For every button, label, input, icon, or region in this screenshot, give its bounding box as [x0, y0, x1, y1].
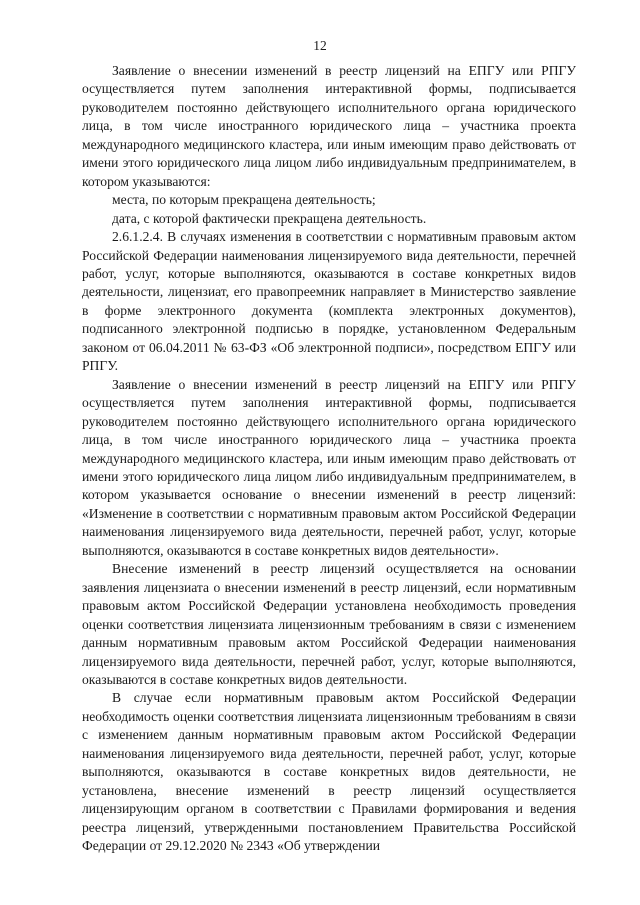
page-number: 12 [313, 38, 327, 53]
paragraph-list-places: места, по которым прекращена деятельность; [112, 192, 376, 208]
paragraph-list-date: дата, с которой фактически прекращена деятельность. [112, 210, 427, 226]
paragraph-section-2-6-1-2-4: 2.6.1.2.4. В случаях изменения в соответствии с нормативным правовым актом Российской Федерации наименования лицензируемого вида деятельности, перечней работ, услуг, которые выполняются, оказываются в составе конкретных видов деятельности, лицензиат, его правопреемник направляет в Министерство заявление в форме электронного документа (комплекта электронных документов), подписанного электронной подписью в порядке, установленном Федеральным законом от 06.04.2011 № 63-ФЗ «Об электронной подписи», посредством ЕПГУ или РПГУ. [82, 229, 576, 374]
document-body [82, 62, 576, 855]
paragraph-application-intro: Заявление о внесении изменений в реестр лицензий на ЕПГУ или РПГУ осуществляется путем заполнения интерактивной формы, подписывается руководителем постоянно действующего исполнительного органа юридического лица, в том числе иностранного юридического лица – участника проекта международного медицинского кластера, или иным имеющим право действовать от имени этого юридического лица лицом либо индивидуальным предпринимателем, в котором указываются: [82, 63, 576, 189]
paragraph-application-change-basis: Заявление о внесении изменений в реестр лицензий на ЕПГУ или РПГУ осуществляется путем заполнения интерактивной формы, подписывается руководителем постоянно действующего исполнительного органа юридического лица, в том числе иностранного юридического лица – участника проекта международного медицинского кластера, или иным имеющим право действовать от имени этого юридического лица лицом либо индивидуальным предпринимателем, в котором указывается основание о внесении изменений в реестр лицензий: «Изменение в соответствии с нормативным правовым актом Российской Федерации наименования лицензируемого вида деятельности, перечней работ, услуг, которые выполняются, оказываются в составе конкретных видов деятельности». [82, 376, 576, 558]
paragraph-registry-changes-basis: Внесение изменений в реестр лицензий осуществляется на основании заявления лицензиата о внесении изменений в реестр лицензий, если нормативным правовым актом Российской Федерации установлена необходимость проведения оценки соответствия лицензиата лицензионным требованиям в связи с изменением данным нормативным правовым актом Российской Федерации наименования лицензируемого вида деятельности, перечней работ, услуг, которые выполняются, оказываются в составе конкретных видов деятельности. [82, 561, 576, 687]
paragraph-case-not-established: В случае если нормативным правовым актом Российской Федерации необходимость оценки соответствия лицензиата лицензионным требованиям в связи с изменением данным нормативным правовым актом Российской Федерации наименования лицензируемого вида деятельности, перечней работ, услуг, которые выполняются, оказываются в составе конкретных видов деятельности, не установлена, внесение изменений в реестр лицензий осуществляется лицензирующим органом в соответствии с Правилами формирования и ведения реестра лицензий, утвержденными постановлением Правительства Российской Федерации от 29.12.2020 № 2343 «Об утверждении [82, 690, 576, 854]
